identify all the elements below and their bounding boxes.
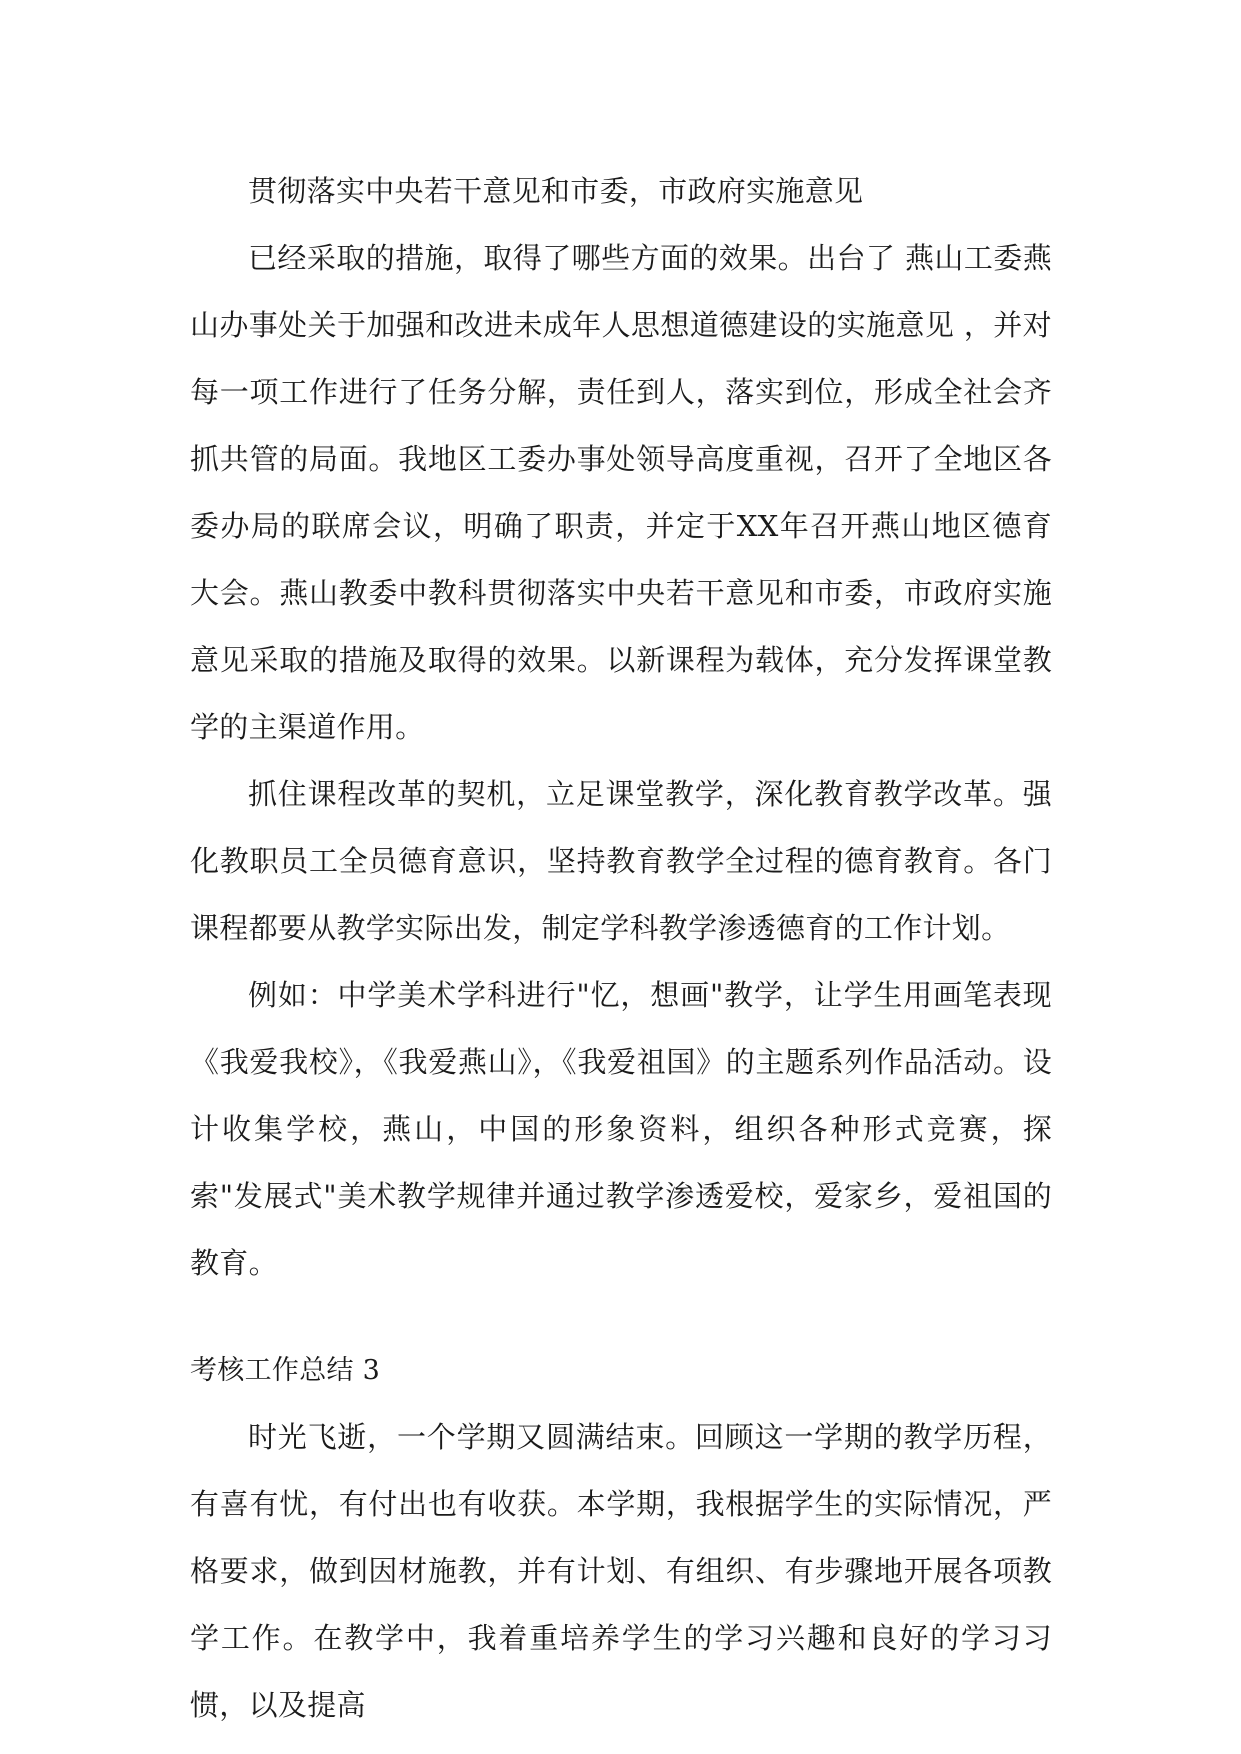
paragraph-measures: 已经采取的措施，取得了哪些方面的效果。出台了 燕山工委燕山办事处关于加强和改进未成年人思想道德建设的实施意见 ，并对每一项工作进行了任务分解，责任到人，落实到位，形成全社会齐抓共管的局面。我地区工委办事处领导高度重视，召开了全地区各委办局的联席会议，明确了职责，并定于XX年召开燕山地区德育大会。燕山教委中教科贯彻落实中央若干意见和市委，市政府实施意见采取的措施及取得的效果。以新课程为载体，充分发挥课堂教学的主渠道作用。: [190, 241, 1052, 744]
section-heading: 考核工作总结 3: [190, 1355, 381, 1386]
document-page: [190, 158, 1052, 1739]
paragraph-intro-line: 贯彻落实中央若干意见和市委，市政府实施意见: [248, 174, 864, 208]
section-spacer: [190, 1297, 1052, 1337]
paragraph-curriculum-reform: 抓住课程改革的契机，立足课堂教学，深化教育教学改革。强化教职员工全员德育意识，坚持教育教学全过程的德育教育。各门课程都要从教学实际出发，制定学科教学渗透德育的工作计划。: [190, 777, 1052, 945]
paragraph-art-example: 例如：中学美术学科进行"忆，想画"教学，让学生用画笔表现《我爱我校》，《我爱燕山》，《我爱祖国》的主题系列作品活动。设计收集学校，燕山，中国的形象资料，组织各种形式竞赛，探索"发展式"美术教学规律并通过教学渗透爱校，爱家乡，爱祖国的教育。: [190, 978, 1052, 1280]
paragraph-semester-summary: 时光飞逝，一个学期又圆满结束。回顾这一学期的教学历程，有喜有忧，有付出也有收获。本学期，我根据学生的实际情况，严格要求，做到因材施教，并有计划、有组织、有步骤地开展各项教学工作。在教学中，我着重培养学生的学习兴趣和良好的学习习惯，以及提高: [190, 1420, 1052, 1722]
